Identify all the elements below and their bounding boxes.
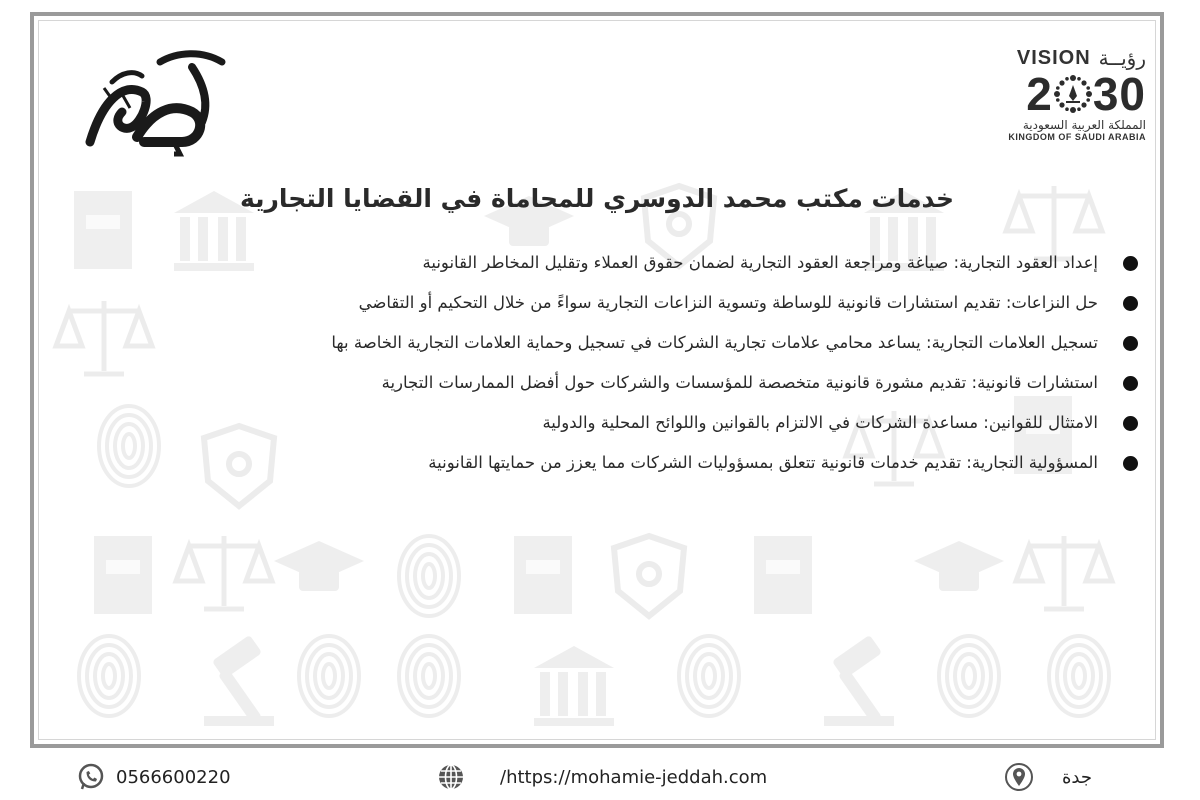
service-text: المسؤولية التجارية: تقديم خدمات قانونية تتعلق بمسؤوليات الشركات مما يعزز من حمايتها القانونية (428, 453, 1098, 472)
service-text: حل النزاعات: تقديم استشارات قانونية للوساطة وتسوية النزاعات التجارية سواءً من خلال التحكيم أو التقاضي (358, 293, 1098, 312)
services-list (80, 252, 1140, 492)
website-contact[interactable] (436, 762, 767, 792)
vision-arabic-subtitle: المملكة العربية السعودية (1022, 118, 1146, 132)
vision-emblem-icon (1053, 74, 1093, 114)
location-pin-icon (1004, 762, 1034, 792)
vision-year-left: 2 (1026, 68, 1053, 120)
service-text: الامتثال للقوانين: مساعدة الشركات في الالتزام بالقوانين واللوائح المحلية والدولية (542, 413, 1098, 432)
list-item (80, 452, 1140, 492)
svg-text:محمد: محمد (142, 102, 145, 103)
phone-number: 0566600220 (116, 766, 231, 788)
bullet-icon (1123, 296, 1138, 311)
bullet-icon (1123, 376, 1138, 391)
vision-arabic: رؤيــة (1098, 46, 1146, 70)
vision-word: VISION (1016, 46, 1091, 69)
globe-icon (436, 762, 466, 792)
vision-english-subtitle: KINGDOM OF SAUDI ARABIA (1008, 132, 1146, 142)
calligraphy-logo-icon (82, 42, 232, 160)
service-text: إعداد العقود التجارية: صياغة ومراجعة العقود التجارية لضمان حقوق العملاء وتقليل المخاطر القانونية (422, 253, 1098, 272)
bullet-icon (1123, 336, 1138, 351)
bullet-icon (1123, 256, 1138, 271)
whatsapp-icon (76, 762, 106, 792)
poster-frame (30, 12, 1164, 748)
website-link[interactable]: /https://mohamie-jeddah.com (500, 766, 768, 788)
service-text: استشارات قانونية: تقديم مشورة قانونية متخصصة للمؤسسات والشركات حول أفضل الممارسات التجارية (381, 373, 1098, 392)
bullet-icon (1123, 456, 1138, 471)
contact-footer (0, 752, 1200, 800)
vision-2030-logo (976, 46, 1146, 158)
location-text: جدة (1062, 766, 1093, 788)
phone-contact[interactable] (76, 762, 231, 792)
list-item (80, 292, 1140, 332)
bullet-icon (1123, 416, 1138, 431)
vision-year-right: 30 (1092, 68, 1146, 120)
list-item (80, 372, 1140, 412)
list-item (80, 252, 1140, 292)
service-text: تسجيل العلامات التجارية: يساعد محامي علامات تجارية الشركات في تسجيل وحماية العلامات التجارية الخاصة بها (331, 333, 1098, 352)
list-item (80, 332, 1140, 372)
list-item (80, 412, 1140, 452)
location-contact (1004, 762, 1092, 792)
page-title: خدمات مكتب محمد الدوسري للمحاماة في القضايا التجارية (239, 184, 955, 213)
